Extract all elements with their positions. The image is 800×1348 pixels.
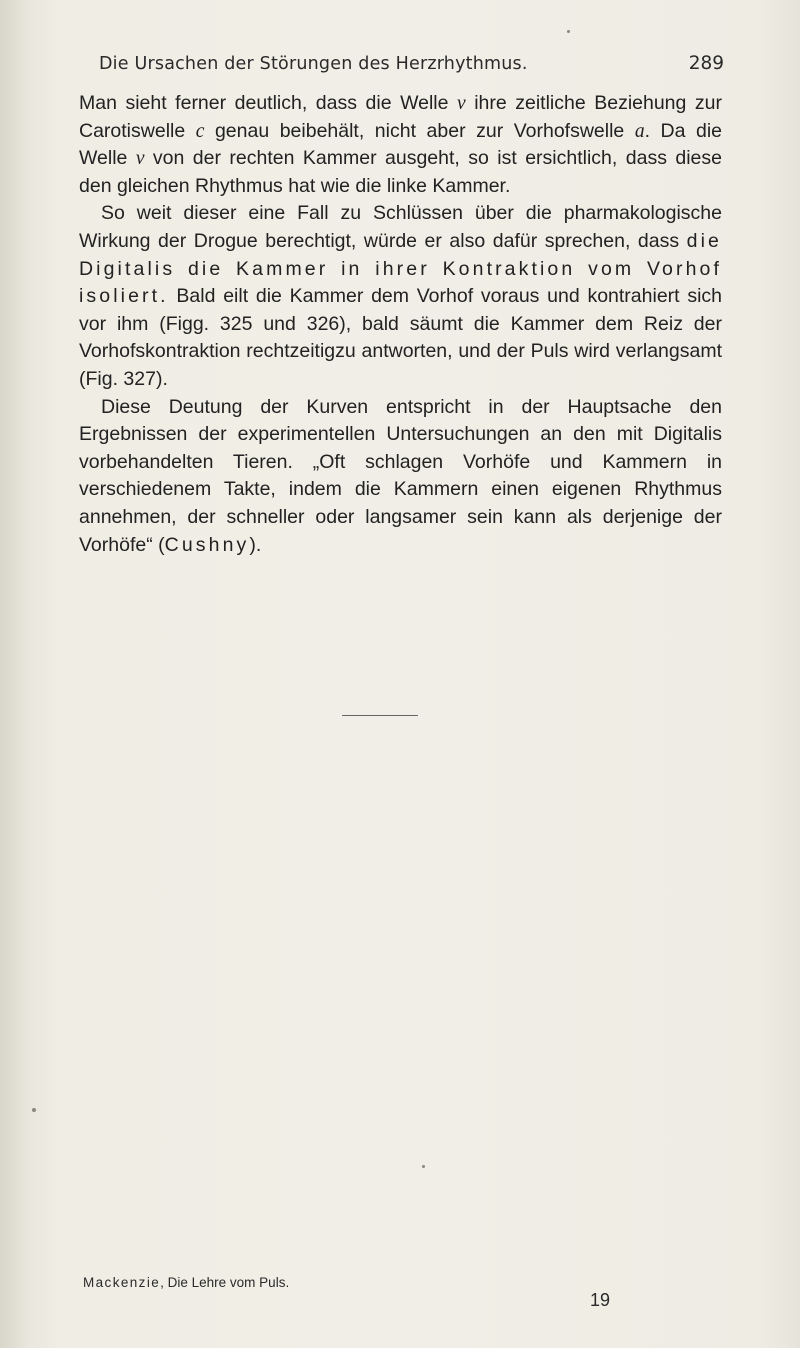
p1-text-4: . Da die Welle xyxy=(79,119,723,170)
p3-text-2: ). xyxy=(249,533,262,556)
paragraph-2 xyxy=(79,200,722,393)
p1-text-5: von der rechten Kammer ausgeht, so ist ersichtlich, dass diese den gleichen Rhythmus hat wie die linke Kammer. xyxy=(79,147,722,197)
p2-spaced-emphasis: die Digitalis die Kammer in ihrer Kontraktion vom Vorhof isoliert. xyxy=(79,229,722,308)
p1-var-v-2: v xyxy=(135,148,145,170)
p1-var-c: c xyxy=(195,120,205,142)
p1-var-v: v xyxy=(457,93,466,114)
paragraph-1 xyxy=(79,90,722,200)
footer-author: Mackenzie xyxy=(83,1275,161,1290)
paper-speck xyxy=(567,30,570,33)
running-title: Die Ursachen der Störungen des Herzrhythmus. xyxy=(99,54,528,74)
body-text xyxy=(79,90,722,559)
page-number: 289 xyxy=(688,53,724,74)
paper-speck xyxy=(32,1108,36,1112)
p1-text-1: Man sieht ferner deutlich, dass die Welle xyxy=(79,92,458,114)
p1-text-3: genau beibehält, nicht aber zur Vorhofswelle xyxy=(204,119,635,142)
section-divider xyxy=(342,715,418,716)
p2-text-2: Bald eilt die Kammer dem Vorhof voraus und kontrahiert sich vor ihm (Figg. 325 und 326), bald säumt die Kammer dem Reiz der Vorhofskontraktion rechtzeitigzu antworten, und der Puls wird verlangsamt (Fig. 327). xyxy=(79,285,722,390)
printer-signature: 19 xyxy=(590,1290,611,1310)
p1-var-a: a xyxy=(634,120,645,142)
p1-text-2: ihre zeitliche Beziehung zur Carotiswelle xyxy=(79,92,722,142)
paragraph-3 xyxy=(79,394,722,560)
footer-title: , Die Lehre vom Puls. xyxy=(160,1275,290,1290)
paper-speck xyxy=(422,1165,425,1168)
p3-text-1: Diese Deutung der Kurven entspricht in der Hauptsache den Ergebnissen der experimentellen Untersuchungen an den mit Digitalis vorbehandelten Tieren. „Oft schlagen Vorhöfe und Kammern in verschiedenem Takte, indem die Kammern einen eigenen Rhythmus annehmen, der schneller oder langsamer sein kann als derjenige der Vorhöfe“ ( xyxy=(79,395,722,556)
p2-text-1: So weit dieser eine Fall zu Schlüssen über die pharmakologische Wirkung der Drogue berechtigt, würde er also dafür sprechen, dass xyxy=(79,202,722,252)
footer-book-reference xyxy=(83,1275,289,1290)
p3-author-cushny: Cushny xyxy=(164,533,250,556)
